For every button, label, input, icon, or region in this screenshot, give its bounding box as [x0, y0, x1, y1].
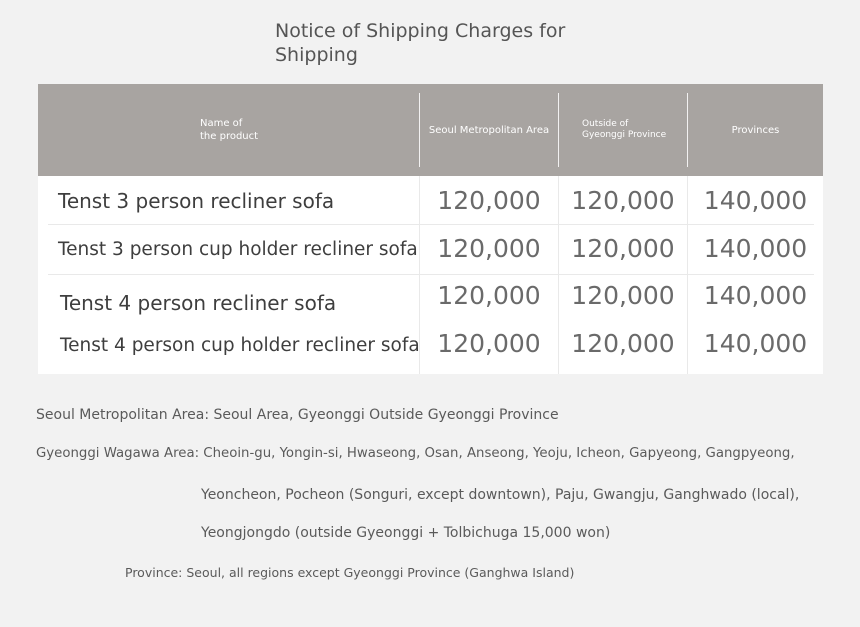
row-divider — [48, 274, 814, 275]
row-divider — [48, 224, 814, 225]
table-cell-outside-price: 120,000 — [571, 186, 675, 215]
table-row-product-name: Tenst 3 person recliner sofa — [58, 189, 335, 213]
table-cell-outside-price: 120,000 — [571, 329, 675, 358]
table-cell-seoul-price: 120,000 — [437, 186, 541, 215]
shipping-charges-table — [38, 84, 823, 374]
page-title: Notice of Shipping Charges for Shipping — [275, 20, 566, 66]
table-cell-outside-price: 120,000 — [571, 234, 675, 263]
table-row-product-name: Tenst 4 person recliner sofa — [60, 291, 337, 315]
note-gyeonggi-wagawa-area-cont: Yeongjongdo (outside Gyeonggi + Tolbichuga 15,000 won) — [201, 525, 611, 541]
note-province: Province: Seoul, all regions except Gyeonggi Province (Ganghwa Island) — [125, 565, 575, 580]
header-provinces: Provinces — [731, 124, 780, 136]
note-gyeonggi-wagawa-area: Gyeonggi Wagawa Area: Cheoin-gu, Yongin-si, Hwaseong, Osan, Anseong, Yeoju, Icheon, Gapyeong, Gangpyeong, — [36, 446, 795, 461]
table-cell-seoul-price: 120,000 — [437, 281, 541, 310]
table-cell-seoul-price: 120,000 — [437, 329, 541, 358]
table-cell-provinces-price: 140,000 — [703, 234, 808, 263]
table-cell-provinces-price: 140,000 — [703, 329, 808, 358]
table-cell-seoul-price: 120,000 — [437, 234, 541, 263]
header-seoul-metropolitan: Seoul Metropolitan Area — [428, 124, 550, 136]
table-cell-provinces-price: 140,000 — [703, 186, 808, 215]
note-seoul-metropolitan-area: Seoul Metropolitan Area: Seoul Area, Gyeonggi Outside Gyeonggi Province — [36, 407, 559, 423]
header-product-name: Name of the product — [200, 118, 259, 142]
header-outside-gyeonggi: Outside of Gyeonggi Province — [582, 119, 667, 140]
note-gyeonggi-wagawa-area-cont: Yeoncheon, Pocheon (Songuri, except downtown), Paju, Gwangju, Ganghwado (local), — [201, 487, 800, 503]
table-row-product-name: Tenst 3 person cup holder recliner sofa — [58, 239, 418, 260]
table-header — [38, 84, 823, 176]
table-cell-provinces-price: 140,000 — [703, 281, 808, 310]
table-cell-outside-price: 120,000 — [571, 281, 675, 310]
table-row-product-name: Tenst 4 person cup holder recliner sofa — [60, 335, 420, 356]
header-divider — [558, 93, 559, 167]
